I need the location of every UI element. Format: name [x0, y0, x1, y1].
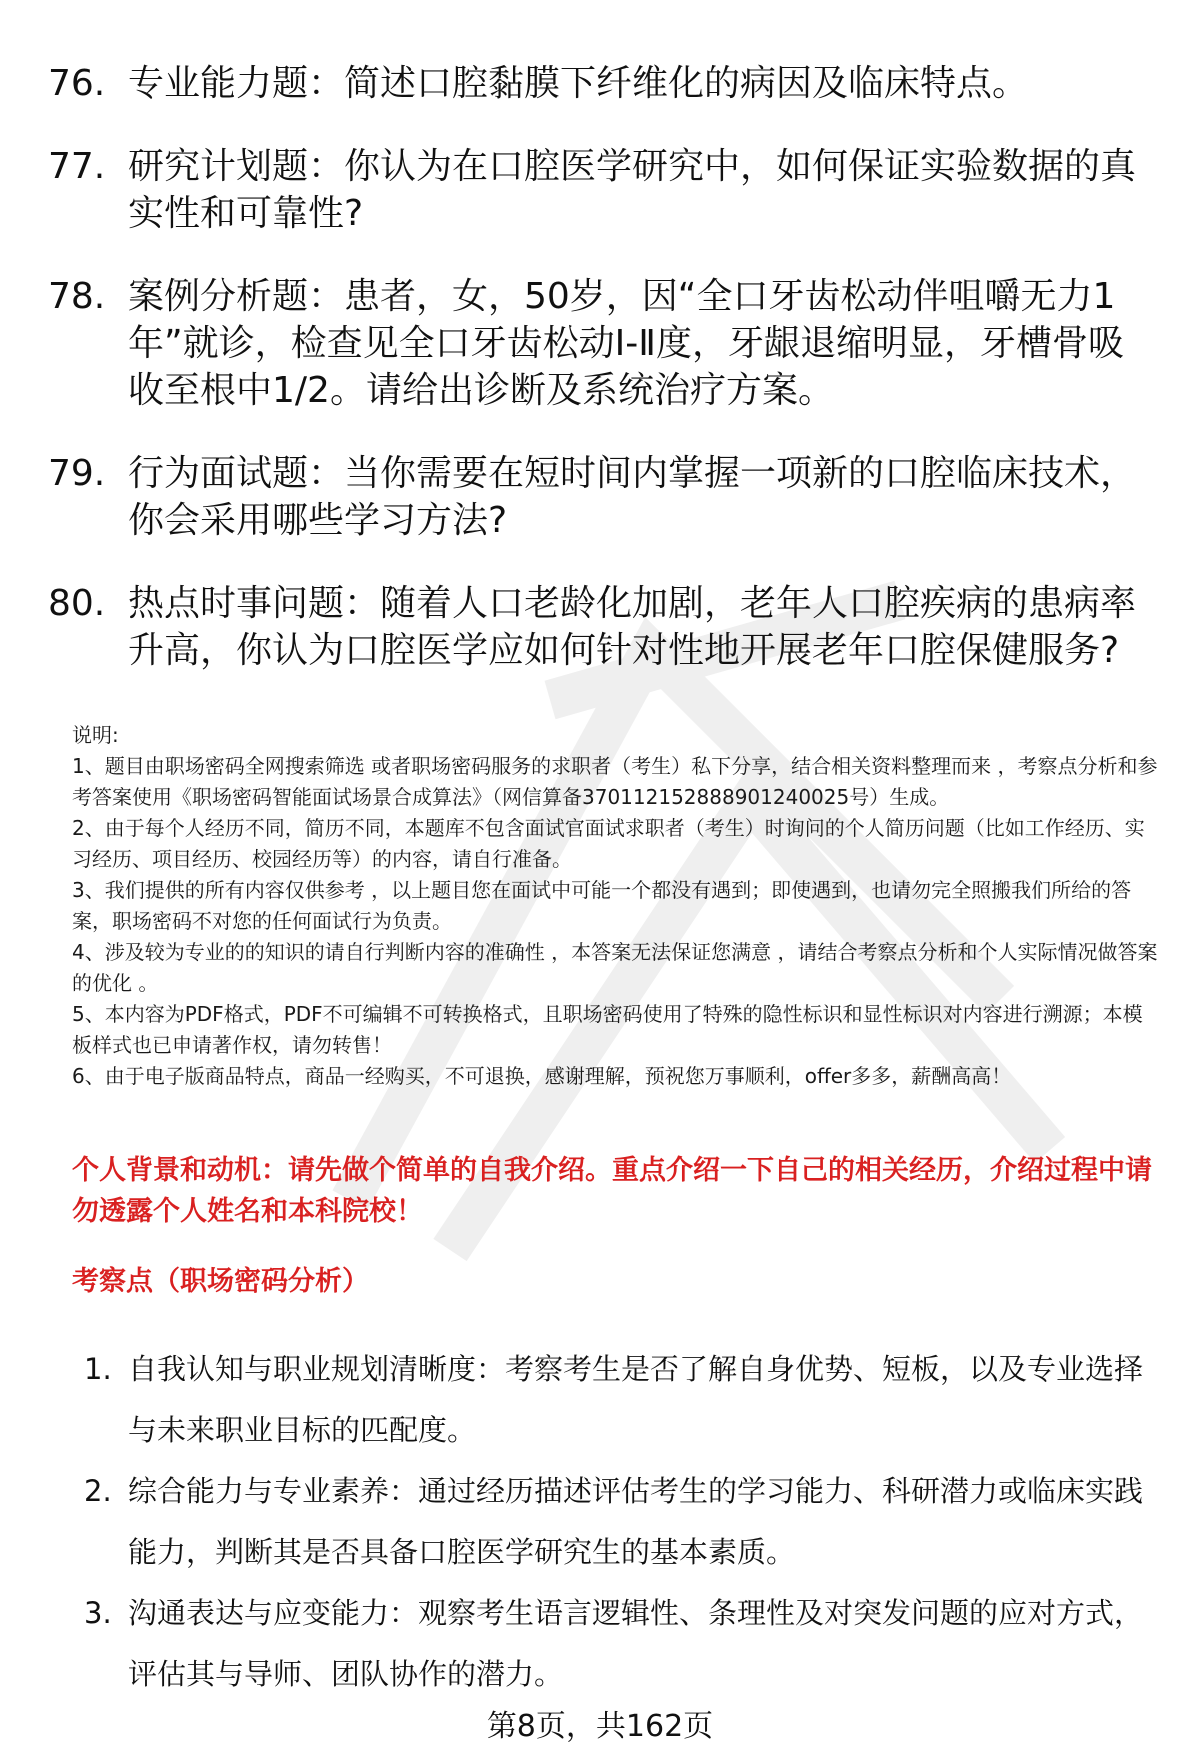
analysis-point — [84, 1583, 1164, 1705]
question-number: 80. — [48, 583, 106, 624]
point-number: 1. — [84, 1352, 112, 1386]
question-list — [48, 60, 1158, 710]
question-item — [48, 580, 1158, 674]
question-item — [48, 60, 1158, 107]
question-text: 案例分析题：患者，女，50岁，因“全口牙齿松动伴咀嚼无力1年”就诊，检查见全口牙齿松动Ⅰ-Ⅱ度，牙龈退缩明显，牙槽骨吸收至根中1/2。请给出诊断及系统治疗方案。 — [128, 276, 1124, 411]
question-number: 76. — [48, 63, 106, 104]
analysis-point — [84, 1339, 1164, 1461]
question-number: 79. — [48, 453, 106, 494]
page-footer: 第8页，共162页 — [486, 1709, 714, 1744]
question-text: 行为面试题：当你需要在短时间内掌握一项新的口腔临床技术，你会采用哪些学习方法? — [128, 453, 1137, 541]
note-item: 5、本内容为PDF格式，PDF不可编辑不可转换格式，且职场密码使用了特殊的隐性标识和显性标识对内容进行溯源；本模板样式也已申请著作权，请勿转售！ — [72, 1002, 1143, 1057]
point-number: 2. — [84, 1474, 112, 1508]
question-item — [48, 450, 1158, 544]
question-item — [48, 273, 1158, 414]
note-item: 3、我们提供的所有内容仅供参考 ，以上题目您在面试中可能一个都没有遇到；即使遇到，也请勿完全照搬我们所给的答案，职场密码不对您的任何面试行为负责。 — [72, 878, 1132, 933]
notes-section — [72, 720, 1162, 1092]
point-text: 自我认知与职业规划清晰度：考察考生是否了解自身优势、短板，以及专业选择与未来职业目标的匹配度。 — [128, 1352, 1144, 1447]
point-text: 沟通表达与应变能力：观察考生语言逻辑性、条理性及对突发问题的应对方式，评估其与导师、团队协作的潜力。 — [128, 1596, 1144, 1691]
notes-title: 说明: — [72, 723, 119, 747]
question-number: 77. — [48, 146, 106, 187]
point-number: 3. — [84, 1596, 112, 1630]
question-text: 专业能力题：简述口腔黏膜下纤维化的病因及临床特点。 — [128, 63, 1029, 104]
note-item: 4、涉及较为专业的的知识的请自行判断内容的准确性 ，本答案无法保证您满意 ，请结合考察点分析和个人实际情况做答案的优化 。 — [72, 940, 1158, 995]
note-item: 6、由于电子版商品特点，商品一经购买，不可退换，感谢理解，预祝您万事顺利，offer多多，薪酬高高！ — [72, 1064, 1012, 1088]
analysis-heading: 考察点（职场密码分析） — [72, 1266, 369, 1297]
question-text: 热点时事问题：随着人口老龄化加剧，老年人口腔疾病的患病率升高，你认为口腔医学应如何针对性地开展老年口腔保健服务? — [128, 583, 1137, 671]
question-item — [48, 143, 1158, 237]
point-text: 综合能力与专业素养：通过经历描述评估考生的学习能力、科研潜力或临床实践能力，判断其是否具备口腔医学研究生的基本素质。 — [128, 1474, 1144, 1569]
question-text: 研究计划题：你认为在口腔医学研究中，如何保证实验数据的真实性和可靠性? — [128, 146, 1137, 234]
question-number: 78. — [48, 276, 106, 317]
section-heading: 个人背景和动机：请先做个简单的自我介绍。重点介绍一下自己的相关经历，介绍过程中请勿透露个人姓名和本科院校！ — [72, 1155, 1152, 1227]
analysis-points — [84, 1339, 1164, 1705]
note-item: 1、题目由职场密码全网搜索筛选 或者职场密码服务的求职者（考生）私下分享，结合相关资料整理而来 ，考察点分析和参考答案使用《职场密码智能面试场景合成算法》（网信算备370112152888901240025号）生成。 — [72, 754, 1158, 809]
analysis-point — [84, 1461, 1164, 1583]
note-item: 2、由于每个人经历不同，简历不同，本题库不包含面试官面试求职者（考生）时询问的个人简历问题（比如工作经历、实习经历、项目经历、校园经历等）的内容，请自行准备。 — [72, 816, 1145, 871]
